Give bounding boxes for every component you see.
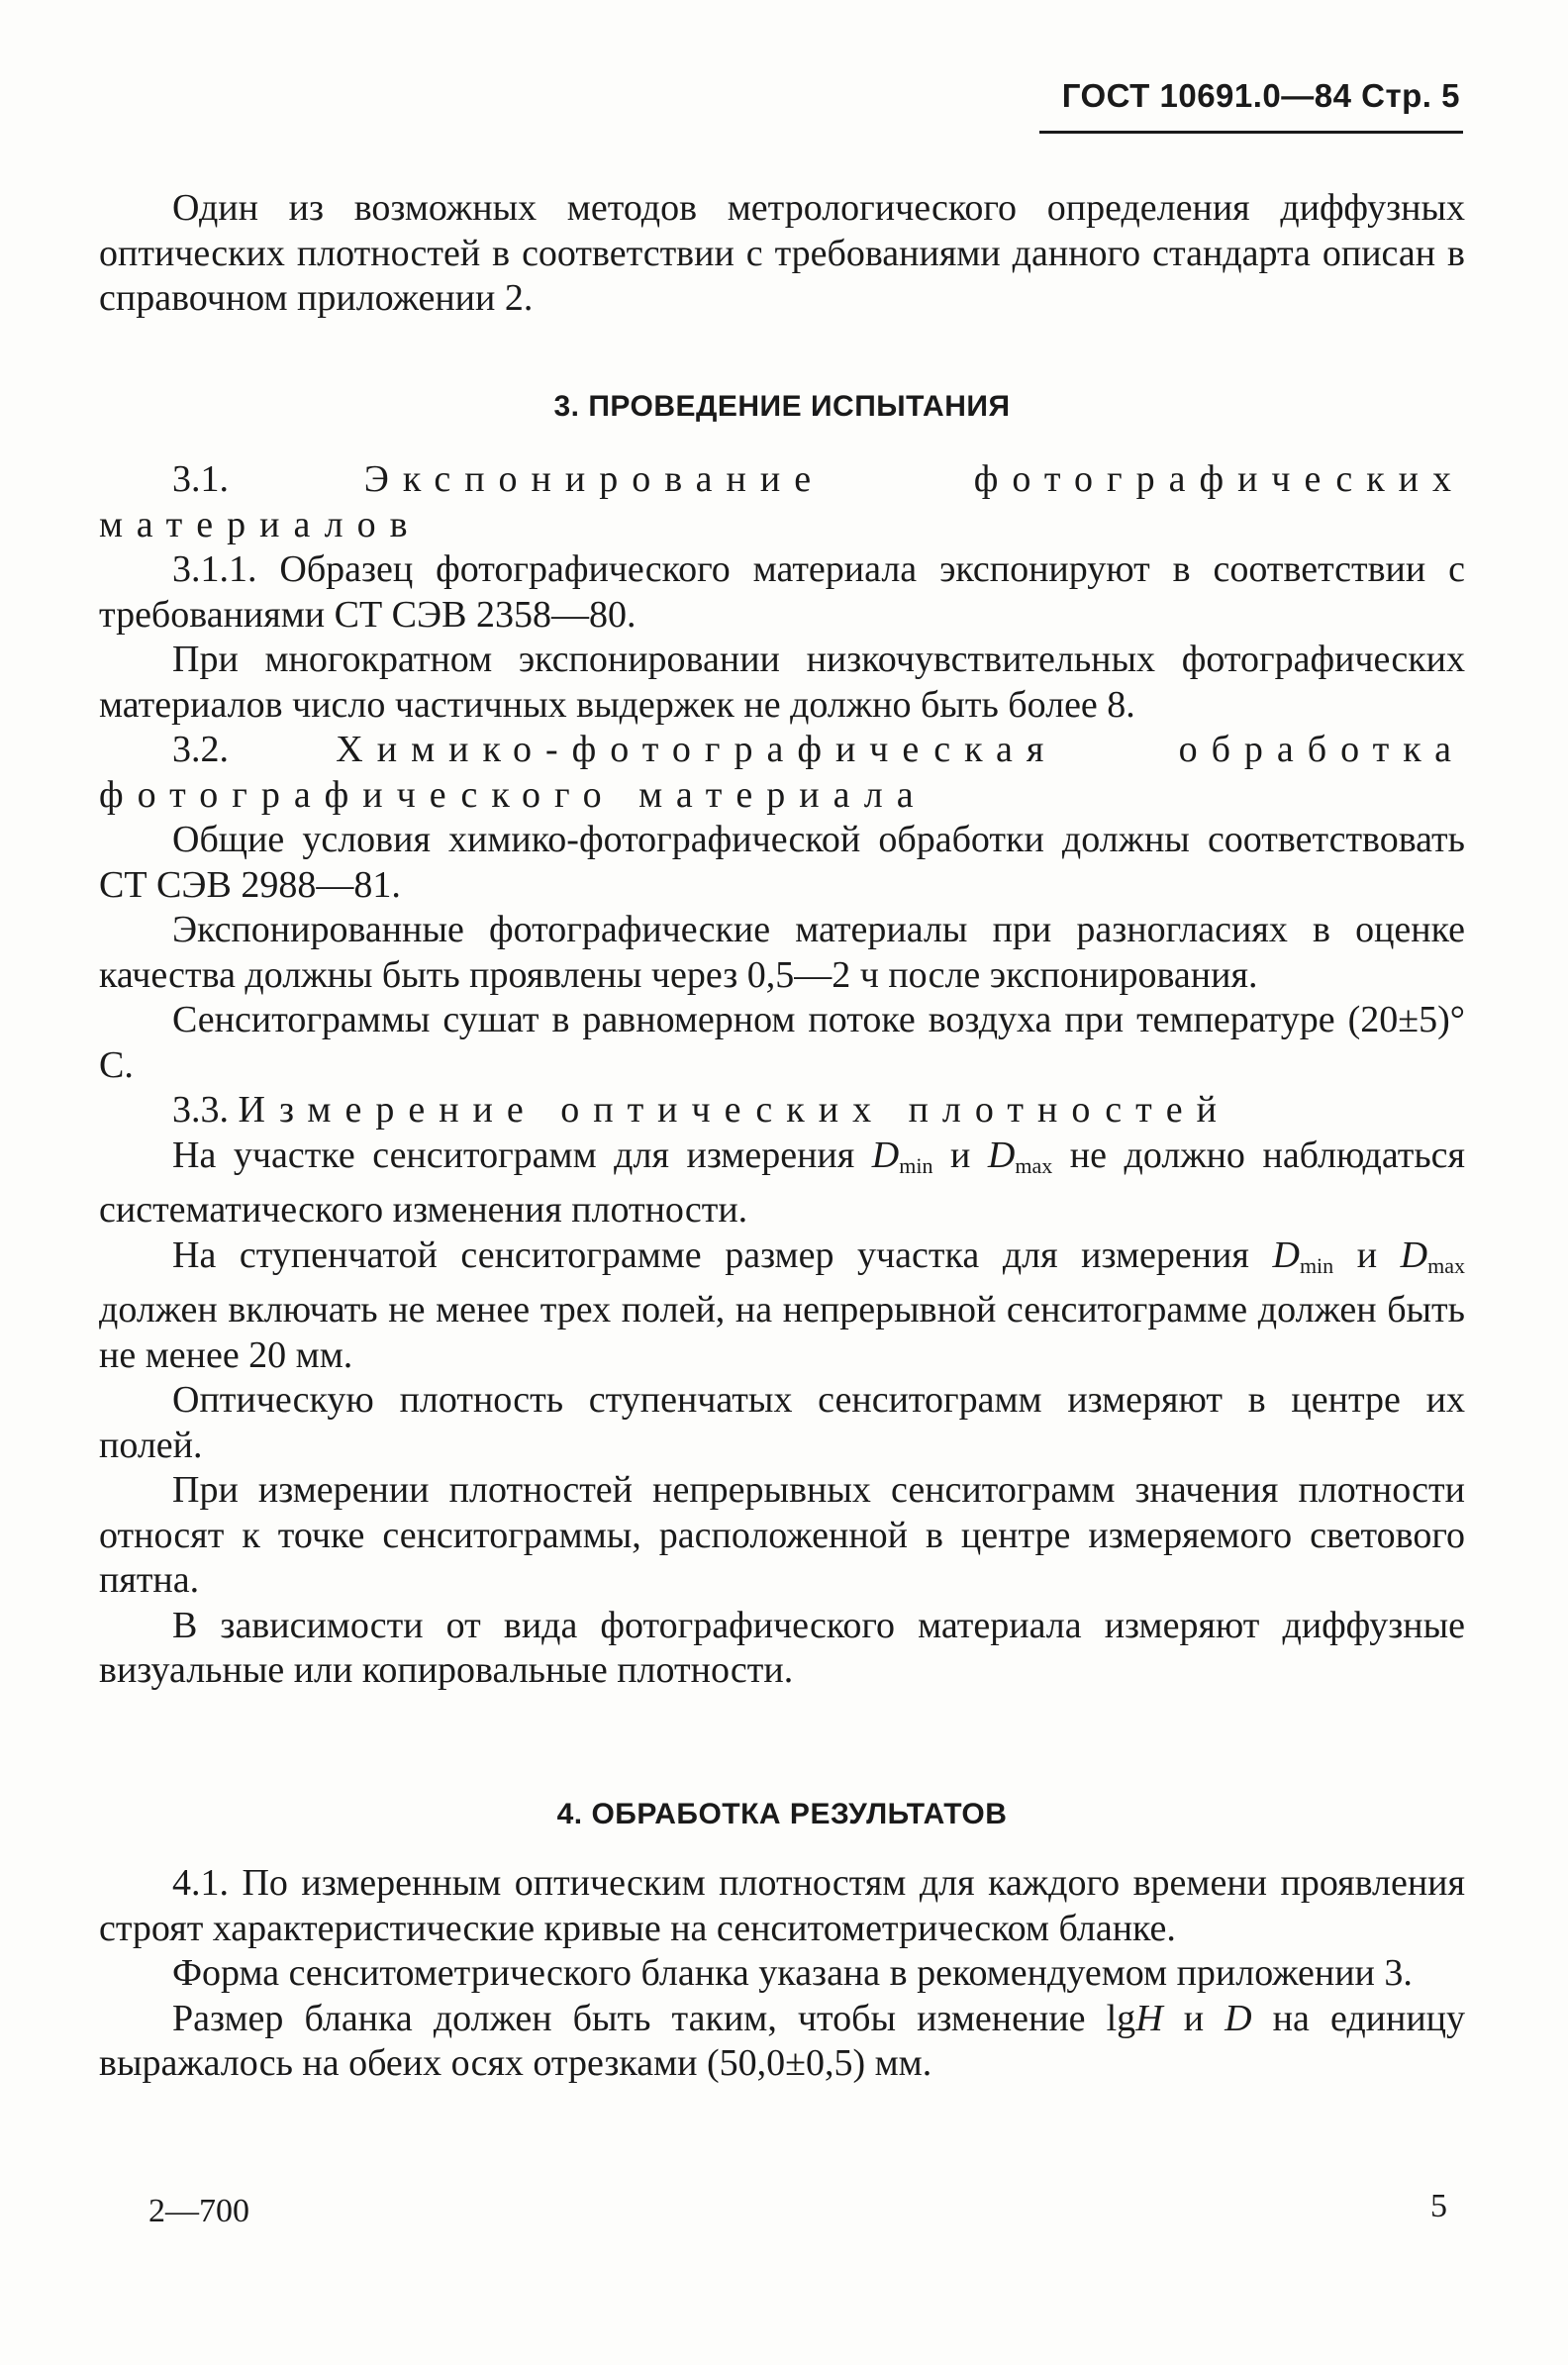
clause-3-3-title: Измерение оптических плотностей [238, 1089, 1230, 1131]
clause-3-3-paragraph-4: При измерении плотностей непрерывных сенситограмм значения плотности относят к точке сенситограммы, расположенной в центре измеряемого светового пятна. [99, 1469, 1465, 1601]
clause-3-1-heading [99, 457, 1465, 547]
clause-3-3-number: 3.3. [172, 1089, 229, 1131]
clause-3-2-heading [99, 728, 1465, 818]
symbol-d-min: D [1272, 1233, 1300, 1276]
clause-3-1-number: 3.1. [172, 458, 229, 500]
symbol-h: H [1135, 1997, 1163, 2039]
clause-3-3-paragraph-5: В зависимости от вида фотографического материала измеряют диффузные визуальные или копировальные плотности. [99, 1604, 1465, 1691]
text-run: и [1183, 1997, 1205, 2039]
text-run: не должно наблюдаться систематического изменения плотности. [99, 1133, 1465, 1231]
section-3-heading: 3. ПРОВЕДЕНИЕ ИСПЫТАНИЯ [553, 390, 1011, 423]
page-header: ГОСТ 10691.0—84 Стр. 5 [1061, 77, 1460, 114]
section-3-body [99, 457, 1465, 1694]
clause-3-1-1: 3.1.1. Образец фотографического материала экспонируют в соответствии с требованиями СТ СЭВ 2358—80. [99, 548, 1465, 636]
section-4-body [99, 1861, 1465, 2087]
clause-3-1-1-paragraph-2: При многократном экспонировании низкочувствительных фотографических материалов число частичных выдержек не должно быть более 8. [99, 639, 1465, 726]
clause-3-2-paragraph-1: Общие условия химико-фотографической обработки должны соответствовать СТ СЭВ 2988—81. [99, 819, 1465, 906]
text-run: На ступенчатой сенситограмме размер участка для измерения [172, 1233, 1249, 1276]
intro-block [99, 186, 1465, 322]
clause-3-2-paragraph-3: Сенситограммы сушат в равномерном потоке воздуха при температуре (20±5)° С. [99, 999, 1465, 1086]
symbol-d-min: D [871, 1133, 900, 1176]
text-run: на единицу выражалось на обеих осях отрезками (50,0±0,5) мм. [99, 1997, 1465, 2084]
clause-3-2-title: Химико-фотографическая обработка фотографического материала [99, 729, 1465, 816]
subscript-max: max [1427, 1252, 1466, 1278]
clause-3-3-heading [99, 1088, 1465, 1133]
section-4-heading: 4. ОБРАБОТКА РЕЗУЛЬТАТОВ [556, 1798, 1008, 1830]
clause-3-3-paragraph-3: Оптическую плотность ступенчатых сенситограмм измеряют в центре их полей. [99, 1379, 1465, 1466]
conjunction: и [1356, 1233, 1378, 1276]
symbol-d-max: D [1400, 1233, 1428, 1276]
text-run: Размер бланка должен быть таким, чтобы изменение lg [172, 1997, 1136, 2039]
clause-3-3-paragraph-1 [99, 1133, 1465, 1233]
subscript-min: min [899, 1152, 933, 1178]
intro-paragraph: Один из возможных методов метрологического определения диффузных оптических плотностей в соответствии с требованиями данного стандарта описан в справочном приложении 2. [99, 187, 1465, 319]
section-4-heading-block [99, 1792, 1465, 1837]
text-run: должен включать не менее трех полей, на непрерывной сенситограмме должен быть не менее 20 мм. [99, 1289, 1465, 1376]
clause-4-1: 4.1. По измеренным оптическим плотностям для каждого времени проявления строят характеристические кривые на сенситометрическом бланке. [99, 1862, 1465, 1949]
clause-3-3-paragraph-2 [99, 1233, 1465, 1379]
text-run: На участке сенситограмм для измерения [172, 1133, 855, 1176]
section-3-heading-block [99, 384, 1465, 430]
clause-4-1-paragraph-2: Форма сенситометрического бланка указана в рекомендуемом приложении 3. [172, 1952, 1413, 1994]
footer-print-code: 2—700 [148, 2193, 249, 2229]
symbol-d-max: D [987, 1133, 1016, 1176]
clause-4-1-paragraph-3 [99, 1997, 1465, 2087]
clause-3-2-paragraph-2: Экспонированные фотографические материалы при разногласиях в оценке качества должны быть проявлены через 0,5—2 ч после экспонирования. [99, 909, 1465, 996]
header-rule [1039, 131, 1463, 134]
clause-3-2-number: 3.2. [172, 729, 229, 770]
subscript-max: max [1015, 1152, 1053, 1178]
page-number: 5 [1430, 2188, 1447, 2224]
symbol-d: D [1225, 1997, 1252, 2039]
subscript-min: min [1299, 1252, 1334, 1278]
conjunction: и [950, 1133, 971, 1176]
clause-3-1-title: Экспонирование фотографических материалов [99, 458, 1466, 545]
